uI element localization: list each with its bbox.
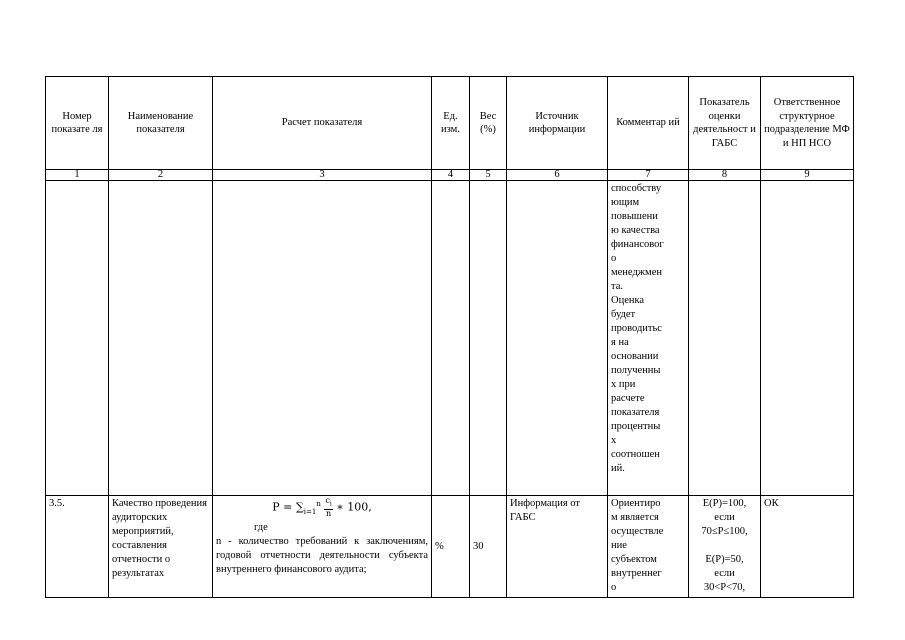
- column-number: 6: [507, 170, 608, 181]
- formula-lhs: P = ∑: [272, 500, 304, 514]
- header-indicator-number: Номер показате ля: [46, 77, 109, 170]
- header-unit: Ед. изм.: [432, 77, 470, 170]
- header-assessment: Показатель оценки деятельност и ГАБС: [689, 77, 761, 170]
- fraction-numerator-sub: i: [329, 500, 332, 508]
- fraction-denominator: n: [325, 508, 332, 518]
- header-responsible: Ответственное структурное подразделение МФ и НП НСО: [761, 77, 854, 170]
- column-number: 1: [46, 170, 109, 181]
- table-row: [46, 496, 854, 598]
- column-number: 2: [109, 170, 213, 181]
- empty-cell: [109, 181, 213, 496]
- empty-cell: [470, 181, 507, 496]
- header-comment: Комментар ий: [608, 77, 689, 170]
- indicator-comment: Ориентиро м является осуществле ние субъектом внутреннег о: [608, 496, 689, 598]
- empty-cell: [432, 181, 470, 496]
- continuation-comment: способству ющим повышени ю качества финансовог о менеджмен та. Оценка будет проводитьс я на основании полученны х при расчете показателя процентны х соотношен ий.: [608, 181, 689, 496]
- header-calculation: Расчет показателя: [213, 77, 432, 170]
- column-number: 5: [470, 170, 507, 181]
- header-row: [46, 77, 854, 170]
- column-number: 9: [761, 170, 854, 181]
- empty-cell: [46, 181, 109, 496]
- formula-rhs: ∗ 100,: [336, 500, 372, 514]
- continuation-row: [46, 181, 854, 496]
- calculation-text: n - количество требований к заключениям, годовой отчетности деятельности субъекта внутреннего финансового аудита;: [216, 535, 428, 575]
- column-number: 7: [608, 170, 689, 181]
- header-weight: Вес (%): [470, 77, 507, 170]
- indicator-unit: %: [432, 496, 470, 598]
- formula: [216, 497, 428, 520]
- formula-sub: i=1: [303, 507, 317, 516]
- formula-fraction: [324, 497, 332, 518]
- indicator-responsible: ОК: [761, 496, 854, 598]
- indicator-source: Информация от ГАБС: [507, 496, 608, 598]
- empty-cell: [761, 181, 854, 496]
- indicator-weight: 30: [470, 496, 507, 598]
- header-indicator-name: Наименование показателя: [109, 77, 213, 170]
- column-number: 3: [213, 170, 432, 181]
- column-number-row: [46, 170, 854, 181]
- column-number: 8: [689, 170, 761, 181]
- indicator-assessment: E(P)=100, если 70≤P≤100, E(P)=50, если 30<P<70,: [689, 496, 761, 598]
- empty-cell: [689, 181, 761, 496]
- indicator-number: 3.5.: [46, 496, 109, 598]
- column-number: 4: [432, 170, 470, 181]
- indicator-name: Качество проведения аудиторских мероприятий, составления отчетности о результатах: [109, 496, 213, 598]
- indicator-calculation: [213, 496, 432, 598]
- formula-sup: n: [316, 500, 321, 508]
- where-label: где: [254, 521, 268, 533]
- indicators-table: [45, 76, 854, 598]
- empty-cell: [213, 181, 432, 496]
- fraction-numerator: c: [325, 496, 330, 506]
- header-source: Источник информации: [507, 77, 608, 170]
- empty-cell: [507, 181, 608, 496]
